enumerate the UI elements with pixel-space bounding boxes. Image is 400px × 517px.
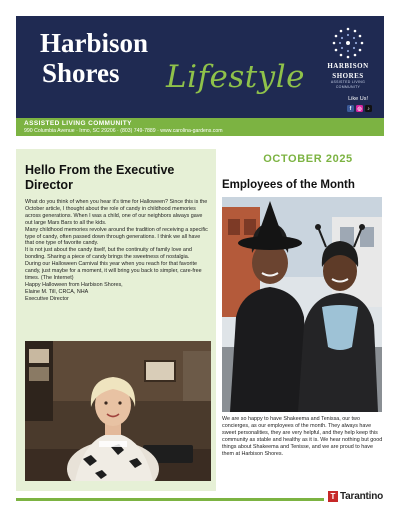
- issue-month: OCTOBER 2025: [263, 153, 353, 165]
- director-photo: [25, 341, 211, 481]
- logo-name-1: HARBISON: [327, 62, 369, 70]
- logo-dot-ring-icon: [331, 26, 365, 60]
- brand-script: Lifestyle: [166, 59, 305, 95]
- facebook-icon[interactable]: f: [347, 105, 354, 112]
- sponsor-logo: [328, 491, 383, 502]
- director-paragraph: During our Halloween Carnival this year when you reach for that favorite candy, just maybe for a moment, it will bring you back to simpler, care-free times. (The Internet): [25, 261, 202, 281]
- sponsor-mark: T: [328, 491, 338, 502]
- like-us-label: Like Us!: [348, 96, 368, 102]
- director-paragraph: Many childhood memories revolve around the tradition of receiving a specific type of candy, often passed down through generations. I think we all have that one type of favorite candy.: [25, 226, 208, 247]
- sponsor-name: Tarantino: [340, 491, 384, 502]
- director-role: Executive Director: [25, 295, 69, 302]
- logo-tagline: ASSISTED LIVING COMMUNITY: [330, 80, 366, 89]
- tiktok-icon[interactable]: ♪: [365, 105, 372, 112]
- director-signoff: Happy Halloween from Harbison Shores,: [25, 281, 123, 288]
- community-type: ASSISTED LIVING COMMUNITY: [24, 120, 132, 127]
- footer-rule: [16, 498, 324, 501]
- director-paragraph: It is not just about the candy itself, but the continuity of family love and bonding. Sharing a piece of candy brings the sweetness of nostalgia.: [25, 247, 192, 261]
- employees-article: We are so happy to have Shakeema and Tenissa, our two concierges, as our employees of the month. They always have sweet personalities, they are very helpful, and they help keep this community as stable and healthy as it is. We hear nothing but good things about Shakeema and Tenisse, and we are proud to have them at Harbison Shores.: [222, 416, 383, 457]
- brand-line-2: Shores: [42, 58, 120, 88]
- director-title: Hello From the Executive Director: [25, 163, 175, 192]
- director-name: Elaine M. Till, CRCA, NHA: [25, 288, 89, 295]
- address-line: 990 Columbia Avenue · Irmo, SC 29206 · (803) 749-7889 · www.carolina-gardens.com: [24, 128, 223, 134]
- address-stripe: [16, 118, 384, 136]
- community-logo: [320, 26, 376, 90]
- logo-name-2: SHORES: [332, 72, 364, 80]
- social-links: [347, 105, 372, 112]
- header-banner: [16, 16, 384, 118]
- employees-title: Employees of the Month: [222, 179, 355, 191]
- director-article: [25, 199, 210, 303]
- instagram-icon[interactable]: ◎: [357, 105, 362, 112]
- director-panel: [16, 149, 216, 491]
- employees-photo: [222, 197, 382, 412]
- brand-line-1: Harbison: [40, 28, 149, 58]
- director-paragraph: What do you think of when you hear it's time for Halloween? Since this is the October article, I thought about the role of candy in childhood memories across generations. When I was a child, one of our neighbors always gave out large Mars Bars to all the kids.: [25, 199, 208, 226]
